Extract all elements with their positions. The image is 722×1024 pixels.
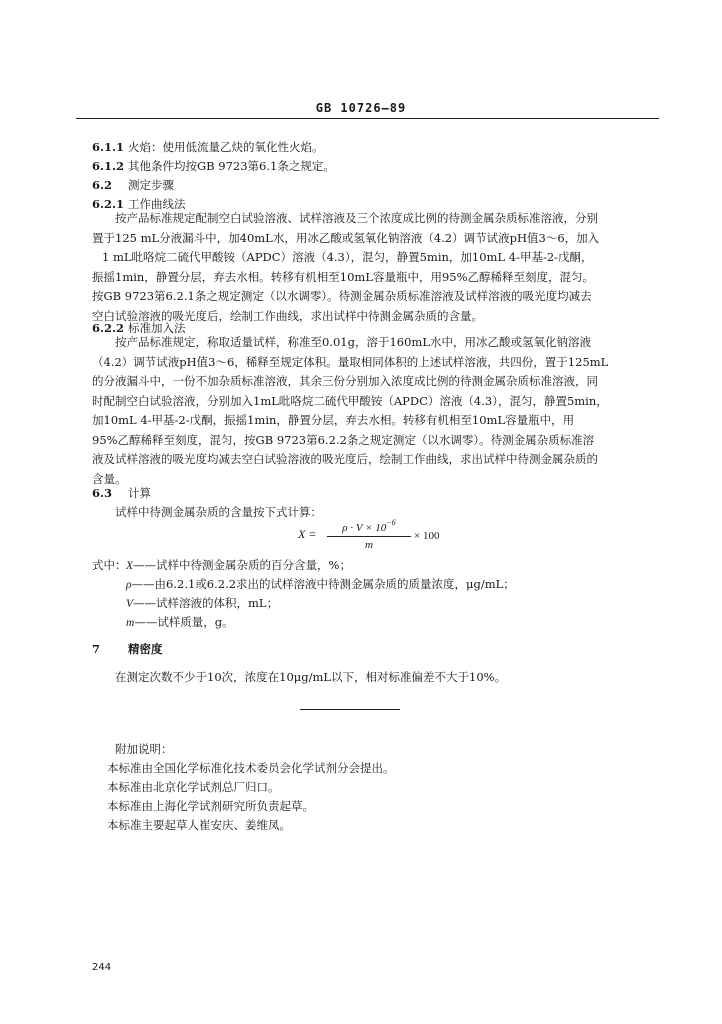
numerator-text: ρ · V × 10: [342, 522, 387, 534]
where-description: ——由6.2.1或6.2.2求出的试样溶液中待测金属杂质的质量浓度，μg/mL；: [131, 577, 515, 591]
precision-text: 在测定次数不少于10次，浓度在10μg/mL以下，相对标准偏差不大于10%。: [115, 670, 507, 684]
header-rule: [76, 118, 659, 119]
paragraph-line: 空白试验溶液的吸光度后，绘制工作曲线，求出试样中待测金属杂质的含量。: [92, 308, 483, 323]
fraction-bar: [327, 536, 411, 537]
page-number: 244: [92, 962, 112, 973]
paragraph-line: 加10mL 4-甲基-2-戊酮，振摇1min，静置分层，弃去水相。转移有机相至10mL容量瓶中，用: [92, 413, 575, 427]
notes-title: 附加说明：: [115, 742, 173, 756]
formula-denominator: m: [365, 539, 373, 551]
clause-6-2: [92, 178, 174, 192]
clause-number: 6.1.2: [92, 159, 125, 173]
clause-6-1-2: [92, 159, 335, 173]
clause-text: 标准加入法: [128, 321, 186, 335]
paragraph-line: 95%乙醇稀释至刻度，混匀，按GB 9723第6.2.2条之规定测定（以水调零）。待测金属杂质标准溶: [92, 432, 595, 447]
clause-6-1-1: [92, 140, 324, 154]
where-description: ——试样质量，g。: [134, 615, 234, 629]
where-label: 式中：: [92, 558, 127, 572]
page-header-code: GB 10726—89: [315, 101, 407, 115]
paragraph-line: （4.2）调节试液pH值3～6，稀释至规定体积。量取相同体积的上述试样溶液，共四份，置于125mL: [92, 354, 609, 369]
paragraph-line: 按产品标准规定配制空白试验溶液、试样溶液及三个浓度成比例的待测金属杂质标准溶液，分别: [115, 211, 598, 225]
clause-number: 6.3: [92, 486, 113, 500]
formula-tail: × 100: [414, 530, 440, 542]
clause-number: 6.2: [92, 178, 113, 192]
where-symbol: m: [126, 617, 135, 629]
clause-number: 6.2.1: [92, 197, 125, 211]
paragraph-line: 时配制空白试验溶液，分别加入1mL吡咯烷二硫代甲酸铵（APDC）溶液（4.3），混匀，静置5min，: [92, 393, 608, 408]
paragraph-line: 液及试样溶液的吸光度均减去空白试验溶液的吸光度后，绘制工作曲线，求出试样中待测金属杂质的: [92, 452, 598, 466]
where-symbol: V: [126, 598, 134, 610]
where-symbol: X: [126, 560, 134, 572]
clause-number: 6.2.2: [92, 321, 125, 335]
notes-line: 本标准由上海化学试剂研究所负责起草。: [107, 799, 314, 813]
clause-text: 其他条件均按GB 9723第6.1条之规定。: [128, 159, 335, 173]
clause-text: 工作曲线法: [128, 197, 186, 211]
calc-intro: 试样中待测金属杂质的含量按下式计算：: [115, 505, 322, 519]
notes-line: 本标准主要起草人崔安庆、姜维凤。: [107, 818, 291, 832]
formula-numerator: [325, 518, 413, 534]
where-description: ——试样中待测金属杂质的百分含量，%；: [133, 558, 351, 572]
paragraph-line: 按产品标准规定，称取适量试样，称准至0.01g，溶于160mL水中，用冰乙酸或氢氧化钠溶液: [115, 335, 591, 349]
paragraph-6-2-2: [92, 333, 662, 489]
where-symbol: ρ: [126, 579, 132, 591]
where-row-x: [92, 557, 351, 573]
where-description: ——试样溶液的体积，mL；: [133, 596, 279, 610]
notes-line: 本标准由全国化学标准化技术委员会化学试剂分会提出。: [107, 761, 395, 775]
paragraph-line: 含量。: [92, 471, 127, 486]
clause-text: 计算: [128, 486, 151, 500]
paragraph-6-2-1: [92, 209, 662, 326]
paragraph-line: 的分液漏斗中，一份不加杂质标准溶液，其余三份分别加入浓度成比例的待测金属杂质标准溶液，同: [92, 374, 598, 388]
paragraph-line: 按GB 9723第6.2.1条之规定测定（以水调零）。待测金属杂质标准溶液及试样溶液的吸光度均减去: [92, 289, 592, 303]
where-row-m: [126, 614, 234, 630]
paragraph-line: 置于125 mL分液漏斗中，加40mL水，用冰乙酸或氢氧化钠溶液（4.2）调节试液pH值3～6，加入: [92, 230, 600, 245]
section-number: 7: [92, 642, 101, 656]
end-rule: [300, 709, 400, 710]
clause-6-3: [92, 486, 151, 500]
clause-number: 6.1.1: [92, 140, 125, 154]
paragraph-line: 1 mL吡咯烷二硫代甲酸铵（APDC）溶液（4.3），混匀，静置5min，加10mL 4-甲基-2-戊酮，: [102, 250, 593, 264]
formula-lhs: X =: [298, 527, 317, 541]
clause-text: 火焰：使用低流量乙炔的氧化性火焰。: [128, 140, 324, 154]
where-row-v: [126, 595, 278, 611]
where-row-rho: [126, 576, 515, 592]
section-title: 精密度: [128, 642, 163, 656]
notes-line: 本标准由北京化学试剂总厂归口。: [107, 780, 280, 794]
numerator-exponent: −6: [386, 518, 396, 527]
section-7: [92, 642, 163, 656]
clause-text: 测定步骤: [128, 178, 174, 192]
paragraph-line: 振摇1min，静置分层，弃去水相。转移有机相至10mL容量瓶中，用95%乙醇稀释至刻度，混匀。: [92, 269, 595, 284]
